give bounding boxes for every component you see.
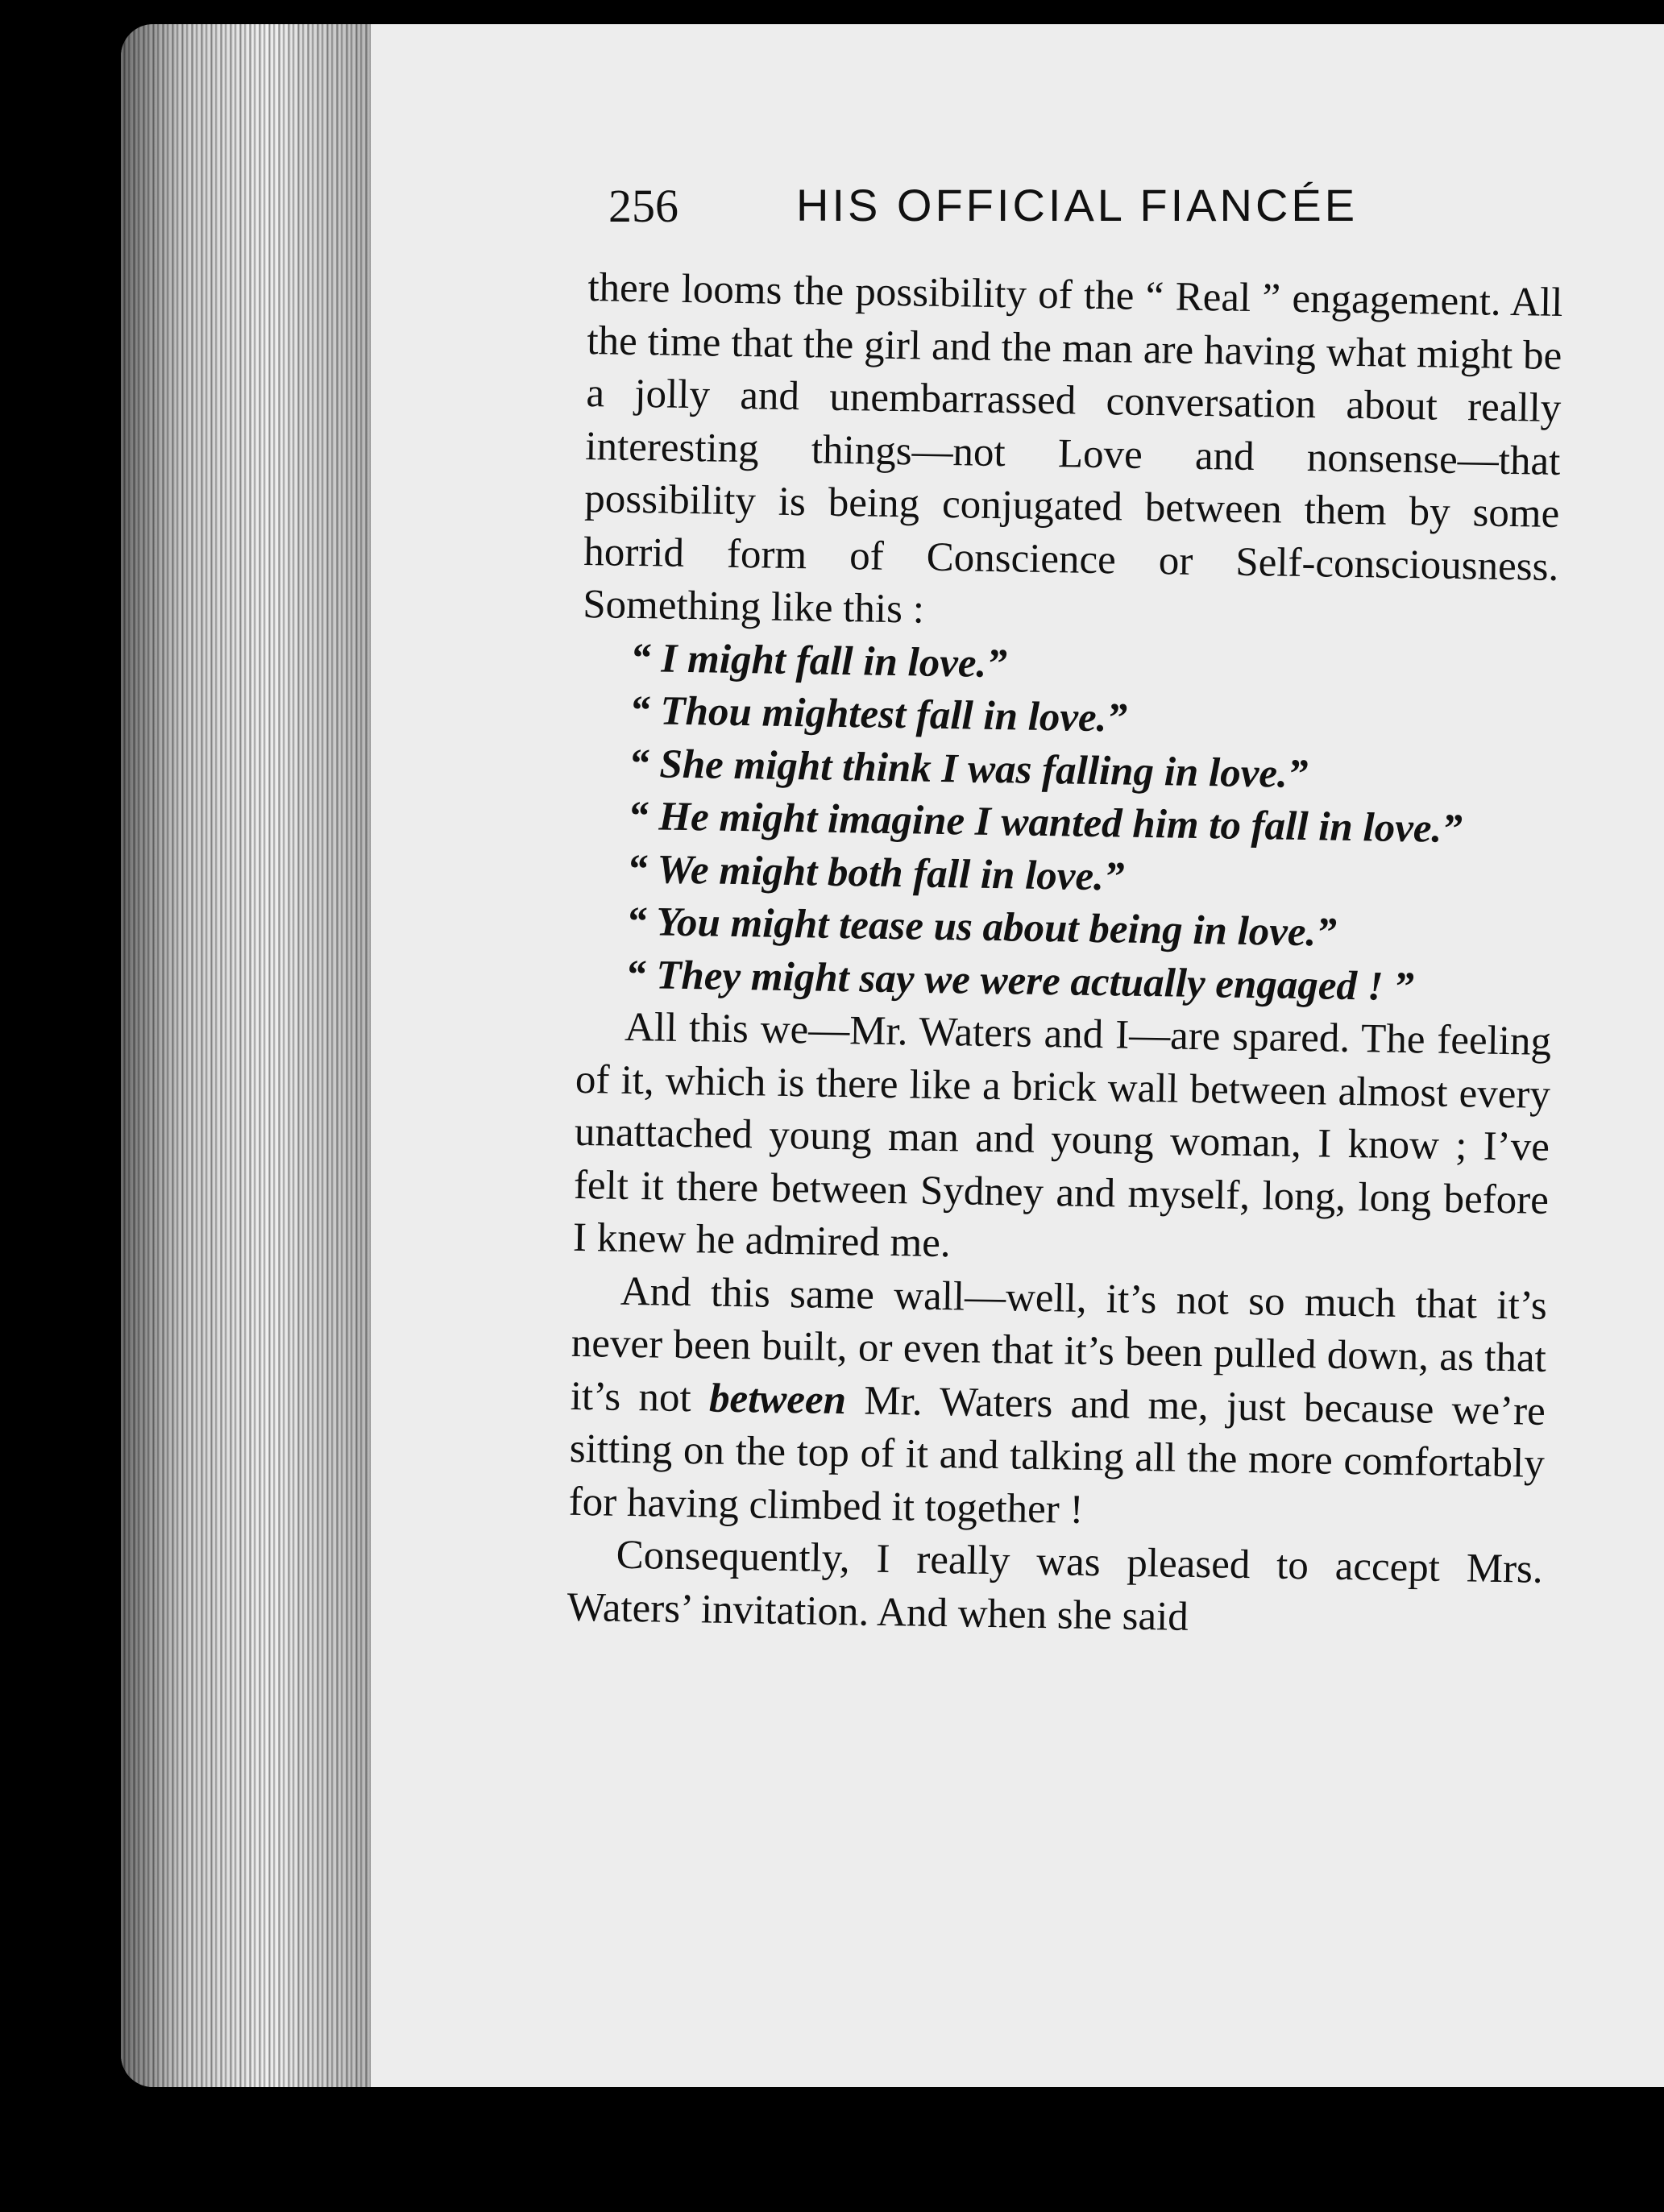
paragraph-3 [568,1264,1547,1543]
body-text [566,262,1563,1650]
paragraph-2: All this we—Mr. Waters and I—are spared. The feeling of it, which is there like a brick wall between almost every unattached young man and young woman, I know ; I’ve felt it there between Sydney and myself, long, long before I knew he admired me. [572,1004,1552,1267]
quote-line: “ She might think I was falling in love.” [628,741,1309,797]
page-number: 256 [608,180,678,232]
quote-line: “ I might fall in love.” [629,635,1008,687]
paragraph-3-end: Mr. Waters and me, just because we’re sitting on the top of it and talking all the more comfortably for having climbed it together ! [568,1377,1546,1533]
quote-line: “ They might say we were actually engaged ! ” [625,952,1415,1010]
paragraph-3-start: And this same wall—well, it’s not so much that it’s never been built, or even that it’s been pulled down, as that it’s not [570,1268,1548,1421]
running-head [608,179,1414,243]
page-stack-edge [121,24,371,2087]
book-title: HIS OFFICIAL FIANCÉE [796,180,1359,230]
paragraph-1: there looms the possibility of the “ Real ” engagement. All the time that the girl and the man are having what might be a jolly and unembarrassed conversation about really interesting things—not Love and nonsense—that possibility is being conjugated between them by some horrid form of Conscience or Self-consciousness. Something like this : [582,264,1563,633]
emphasis-between: between [708,1376,847,1423]
quote-line: “ He might imagine I wanted him to fall in love.” [627,793,1463,853]
quote-line: “ Thou mightest fall in love.” [629,687,1128,741]
quote-line: “ You might tease us about being in love.” [625,898,1338,956]
paragraph-4: Consequently, I really was pleased to accept Mrs. Waters’ invitation. And when she said [566,1532,1544,1640]
quote-line: “ We might both fall in love.” [626,846,1125,900]
